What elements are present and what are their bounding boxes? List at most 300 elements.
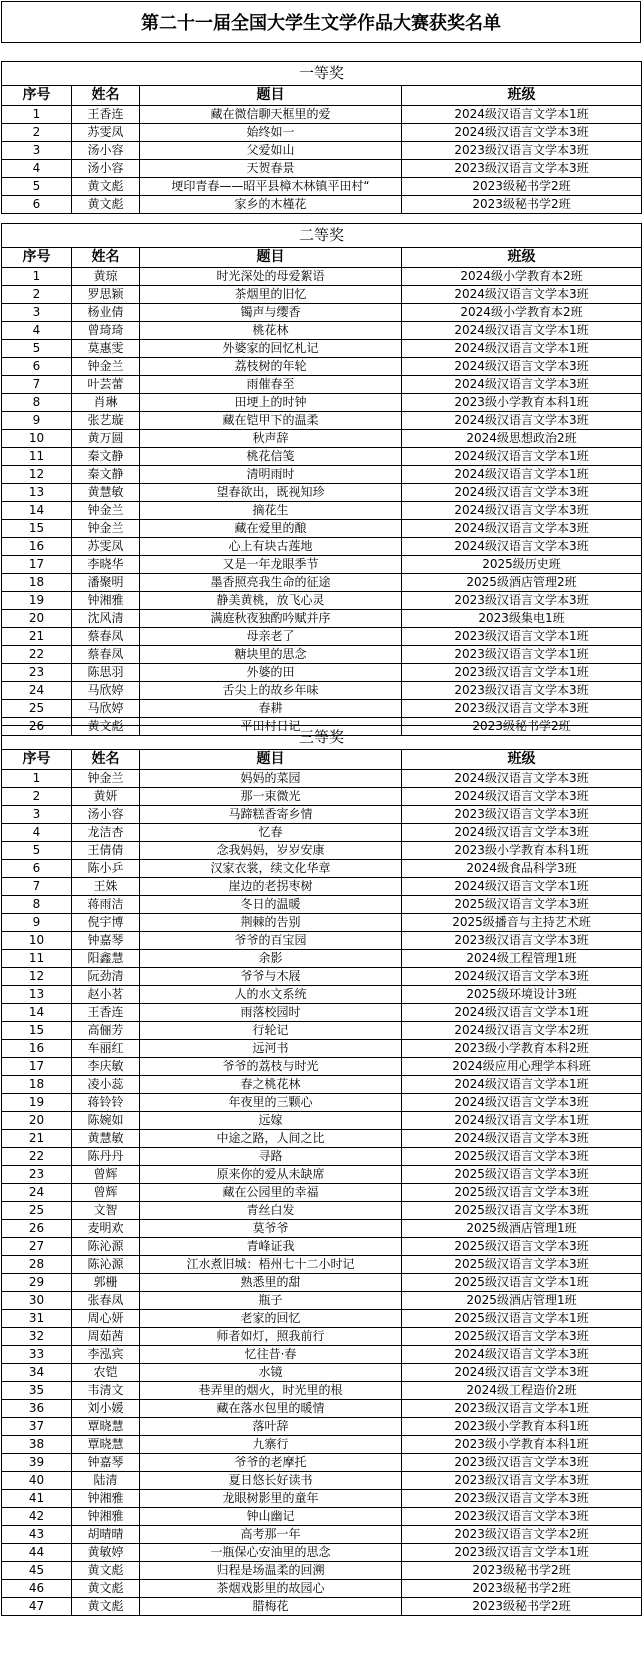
cell-topic: 心上有块古莲地 [140, 538, 402, 556]
table-row [2, 412, 642, 430]
table-row [2, 1364, 642, 1382]
cell-class: 2024级汉语言文学本3班 [402, 286, 642, 304]
cell-no: 40 [2, 1472, 72, 1490]
cell-name: 农铠 [72, 1364, 140, 1382]
section-title-row [2, 224, 642, 248]
cell-name: 黄慧敏 [72, 484, 140, 502]
cell-topic: 荆棘的告别 [140, 914, 402, 932]
cell-name: 曾琦琦 [72, 322, 140, 340]
cell-name: 潘聚明 [72, 574, 140, 592]
cell-topic: 莫爷爷 [140, 1220, 402, 1238]
table-row [2, 286, 642, 304]
cell-name: 周茹茜 [72, 1328, 140, 1346]
cell-no: 18 [2, 1076, 72, 1094]
cell-topic: 那一束微光 [140, 788, 402, 806]
cell-name: 钟湘雅 [72, 1508, 140, 1526]
section-title-row [2, 726, 642, 750]
cell-topic: 师者如灯，照我前行 [140, 1328, 402, 1346]
cell-class: 2024级小学教育本2班 [402, 268, 642, 286]
header-row [2, 750, 642, 770]
cell-name: 钟嘉琴 [72, 932, 140, 950]
cell-name: 李泓宾 [72, 1346, 140, 1364]
column-header-class: 班级 [402, 86, 642, 106]
cell-name: 赵小茗 [72, 986, 140, 1004]
table-row [2, 824, 642, 842]
cell-name: 王香连 [72, 1004, 140, 1022]
cell-class: 2024级汉语言文学本1班 [402, 106, 642, 124]
cell-class: 2025级汉语言文学本1班 [402, 1310, 642, 1328]
table-row [2, 1508, 642, 1526]
cell-class: 2024级小学教育本2班 [402, 304, 642, 322]
cell-class: 2023级汉语言文学本1班 [402, 1544, 642, 1562]
table-row [2, 1310, 642, 1328]
cell-name: 王倩倩 [72, 842, 140, 860]
cell-name: 钟湘雅 [72, 1490, 140, 1508]
cell-class: 2023级秘书学2班 [402, 196, 642, 214]
table-row [2, 340, 642, 358]
cell-class: 2023级汉语言文学本3班 [402, 592, 642, 610]
cell-no: 20 [2, 1112, 72, 1130]
cell-name: 曾辉 [72, 1166, 140, 1184]
cell-topic: 爷爷与木屐 [140, 968, 402, 986]
cell-class: 2025级汉语言文学本3班 [402, 1184, 642, 1202]
cell-no: 42 [2, 1508, 72, 1526]
cell-topic: 桃花信笺 [140, 448, 402, 466]
cell-topic: 母亲老了 [140, 628, 402, 646]
cell-name: 黄万圆 [72, 430, 140, 448]
cell-topic: 茶烟里的旧忆 [140, 286, 402, 304]
cell-name: 文智 [72, 1202, 140, 1220]
cell-no: 15 [2, 1022, 72, 1040]
table-row [2, 664, 642, 682]
cell-no: 24 [2, 1184, 72, 1202]
table-row [2, 1184, 642, 1202]
table-row [2, 1148, 642, 1166]
cell-name: 肖琳 [72, 394, 140, 412]
table-row [2, 878, 642, 896]
cell-class: 2023级汉语言文学本3班 [402, 806, 642, 824]
table-row [2, 1022, 642, 1040]
cell-topic: 马蹄糕香寄乡情 [140, 806, 402, 824]
cell-no: 31 [2, 1310, 72, 1328]
cell-topic: 墨香照亮我生命的征途 [140, 574, 402, 592]
cell-topic: 埂印青春——昭平县樟木林镇平田村“ [140, 178, 402, 196]
table-row [2, 538, 642, 556]
cell-class: 2025级汉语言文学本3班 [402, 1166, 642, 1184]
cell-topic: 荔枝树的年轮 [140, 358, 402, 376]
cell-name: 沈风清 [72, 610, 140, 628]
cell-no: 21 [2, 1130, 72, 1148]
cell-no: 12 [2, 466, 72, 484]
cell-name: 阳鑫慧 [72, 950, 140, 968]
column-header-name: 姓名 [72, 248, 140, 268]
cell-topic: 春之桃花林 [140, 1076, 402, 1094]
cell-no: 24 [2, 682, 72, 700]
cell-name: 高俪芳 [72, 1022, 140, 1040]
cell-class: 2023级秘书学2班 [402, 178, 642, 196]
cell-topic: 爷爷的百宝园 [140, 932, 402, 950]
cell-class: 2024级汉语言文学本1班 [402, 340, 642, 358]
cell-name: 张艺璇 [72, 412, 140, 430]
table-row [2, 178, 642, 196]
cell-class: 2023级集电1班 [402, 610, 642, 628]
cell-class: 2025级酒店管理1班 [402, 1220, 642, 1238]
cell-name: 钟金兰 [72, 770, 140, 788]
cell-no: 14 [2, 1004, 72, 1022]
cell-name: 刘小媛 [72, 1400, 140, 1418]
cell-no: 16 [2, 538, 72, 556]
cell-topic: 老家的回忆 [140, 1310, 402, 1328]
cell-topic: 夏日悠长好读书 [140, 1472, 402, 1490]
cell-name: 车丽红 [72, 1040, 140, 1058]
section-title-row [2, 62, 642, 86]
cell-name: 周心妍 [72, 1310, 140, 1328]
cell-name: 钟湘雅 [72, 592, 140, 610]
cell-topic: 忆往昔·春 [140, 1346, 402, 1364]
cell-topic: 外婆的田 [140, 664, 402, 682]
table-row [2, 1580, 642, 1598]
cell-name: 黄文彪 [72, 1580, 140, 1598]
cell-name: 黄文彪 [72, 1562, 140, 1580]
cell-class: 2025级汉语言文学本3班 [402, 1202, 642, 1220]
cell-no: 38 [2, 1436, 72, 1454]
cell-no: 20 [2, 610, 72, 628]
cell-topic: 藏在爱里的酿 [140, 520, 402, 538]
cell-topic: 瓶子 [140, 1292, 402, 1310]
cell-class: 2024级汉语言文学本3班 [402, 788, 642, 806]
cell-no: 25 [2, 1202, 72, 1220]
cell-topic: 家乡的木槿花 [140, 196, 402, 214]
cell-no: 22 [2, 1148, 72, 1166]
cell-no: 36 [2, 1400, 72, 1418]
cell-topic: 九寨行 [140, 1436, 402, 1454]
column-header-no: 序号 [2, 750, 72, 770]
cell-name: 黄敏婷 [72, 1544, 140, 1562]
cell-no: 4 [2, 824, 72, 842]
cell-no: 26 [2, 1220, 72, 1238]
cell-no: 28 [2, 1256, 72, 1274]
cell-name: 曾辉 [72, 1184, 140, 1202]
cell-name: 蔡春凤 [72, 628, 140, 646]
cell-no: 5 [2, 842, 72, 860]
cell-class: 2023级汉语言文学本1班 [402, 646, 642, 664]
column-header-topic: 题目 [140, 248, 402, 268]
table-row [2, 1058, 642, 1076]
cell-topic: 汉家衣裳，续文化华章 [140, 860, 402, 878]
cell-no: 11 [2, 448, 72, 466]
table-row [2, 142, 642, 160]
cell-class: 2024级汉语言文学本1班 [402, 322, 642, 340]
cell-class: 2024级汉语言文学本3班 [402, 520, 642, 538]
cell-topic: 钟山幽记 [140, 1508, 402, 1526]
cell-topic: 远嫁 [140, 1112, 402, 1130]
table-row [2, 1040, 642, 1058]
table-row [2, 358, 642, 376]
cell-no: 27 [2, 1238, 72, 1256]
cell-no: 41 [2, 1490, 72, 1508]
table-row [2, 1256, 642, 1274]
cell-topic: 妈妈的菜园 [140, 770, 402, 788]
cell-no: 9 [2, 412, 72, 430]
cell-no: 3 [2, 806, 72, 824]
cell-name: 陈小乒 [72, 860, 140, 878]
cell-no: 4 [2, 160, 72, 178]
cell-class: 2024级汉语言文学本3班 [402, 124, 642, 142]
table-row [2, 1112, 642, 1130]
cell-topic: 青丝白发 [140, 1202, 402, 1220]
cell-name: 秦文静 [72, 466, 140, 484]
cell-no: 32 [2, 1328, 72, 1346]
cell-topic: 摘花生 [140, 502, 402, 520]
cell-topic: 水镜 [140, 1364, 402, 1382]
cell-topic: 满庭秋夜独酌吟赋并序 [140, 610, 402, 628]
cell-topic: 藏在落水包里的暖情 [140, 1400, 402, 1418]
cell-topic: 人的水文系统 [140, 986, 402, 1004]
table-row [2, 628, 642, 646]
cell-class: 2023级小学教育本科1班 [402, 1436, 642, 1454]
cell-name: 陈沁源 [72, 1256, 140, 1274]
cell-name: 黄文彪 [72, 718, 140, 736]
table-row [2, 1130, 642, 1148]
cell-name: 黄文彪 [72, 1598, 140, 1616]
table-row [2, 322, 642, 340]
cell-topic: 田埂上的时钟 [140, 394, 402, 412]
cell-topic: 熟悉里的甜 [140, 1274, 402, 1292]
section-title: 一等奖 [2, 62, 642, 86]
cell-topic: 藏在铠甲下的温柔 [140, 412, 402, 430]
cell-no: 35 [2, 1382, 72, 1400]
cell-topic: 藏在公园里的幸福 [140, 1184, 402, 1202]
cell-no: 10 [2, 430, 72, 448]
table-row [2, 1490, 642, 1508]
cell-no: 6 [2, 860, 72, 878]
cell-name: 黄妍 [72, 788, 140, 806]
award-table-first [1, 61, 642, 214]
cell-class: 2025级汉语言文学本3班 [402, 1148, 642, 1166]
cell-class: 2024级工程造价2班 [402, 1382, 642, 1400]
cell-no: 26 [2, 718, 72, 736]
cell-topic: 高考那一年 [140, 1526, 402, 1544]
cell-class: 2025级播音与主持艺术班 [402, 914, 642, 932]
cell-topic: 寻路 [140, 1148, 402, 1166]
cell-name: 秦文静 [72, 448, 140, 466]
cell-no: 43 [2, 1526, 72, 1544]
cell-class: 2024级汉语言文学本3班 [402, 1364, 642, 1382]
cell-topic: 糖块里的思念 [140, 646, 402, 664]
cell-no: 8 [2, 896, 72, 914]
cell-no: 37 [2, 1418, 72, 1436]
cell-class: 2024级汉语言文学本3班 [402, 1346, 642, 1364]
cell-class: 2023级秘书学2班 [402, 718, 642, 736]
cell-topic: 忆春 [140, 824, 402, 842]
cell-name: 王香连 [72, 106, 140, 124]
cell-no: 3 [2, 304, 72, 322]
cell-name: 王姝 [72, 878, 140, 896]
cell-topic: 落叶辞 [140, 1418, 402, 1436]
cell-topic: 中途之路，人间之比 [140, 1130, 402, 1148]
cell-name: 汤小容 [72, 160, 140, 178]
cell-name: 蒋雨洁 [72, 896, 140, 914]
cell-class: 2023级汉语言文学本3班 [402, 932, 642, 950]
table-row [2, 968, 642, 986]
table-row [2, 1166, 642, 1184]
cell-no: 10 [2, 932, 72, 950]
cell-no: 13 [2, 986, 72, 1004]
cell-name: 马欣婷 [72, 700, 140, 718]
cell-class: 2025级酒店管理2班 [402, 574, 642, 592]
award-table-second [1, 223, 642, 736]
cell-no: 46 [2, 1580, 72, 1598]
cell-name: 蒋铃铃 [72, 1094, 140, 1112]
cell-no: 18 [2, 574, 72, 592]
cell-name: 黄慧敏 [72, 1130, 140, 1148]
cell-topic: 天贺春景 [140, 160, 402, 178]
cell-topic: 冬日的温暖 [140, 896, 402, 914]
cell-no: 21 [2, 628, 72, 646]
column-header-no: 序号 [2, 86, 72, 106]
cell-no: 8 [2, 394, 72, 412]
cell-name: 覃晓慧 [72, 1436, 140, 1454]
cell-no: 17 [2, 1058, 72, 1076]
table-row [2, 842, 642, 860]
table-row [2, 124, 642, 142]
cell-no: 23 [2, 1166, 72, 1184]
cell-class: 2025级汉语言文学本1班 [402, 1274, 642, 1292]
table-row [2, 484, 642, 502]
cell-topic: 巷弄里的烟火，时光里的根 [140, 1382, 402, 1400]
cell-name: 龙洁杏 [72, 824, 140, 842]
cell-no: 1 [2, 106, 72, 124]
cell-topic: 青峰证我 [140, 1238, 402, 1256]
cell-class: 2024级汉语言文学本3班 [402, 538, 642, 556]
cell-name: 陈思羽 [72, 664, 140, 682]
cell-class: 2024级汉语言文学本1班 [402, 466, 642, 484]
cell-topic: 外婆家的回忆札记 [140, 340, 402, 358]
cell-no: 6 [2, 358, 72, 376]
table-row [2, 160, 642, 178]
cell-class: 2023级汉语言文学本3班 [402, 1490, 642, 1508]
table-row [2, 1400, 642, 1418]
cell-class: 2023级汉语言文学本3班 [402, 142, 642, 160]
table-row [2, 682, 642, 700]
cell-class: 2023级小学教育本科1班 [402, 1418, 642, 1436]
cell-topic: 始终如一 [140, 124, 402, 142]
cell-class: 2024级汉语言文学本3班 [402, 412, 642, 430]
cell-class: 2023级汉语言文学本3班 [402, 1472, 642, 1490]
table-row [2, 1076, 642, 1094]
cell-class: 2023级汉语言文学本3班 [402, 160, 642, 178]
cell-class: 2023级小学教育本科2班 [402, 1040, 642, 1058]
cell-class: 2024级汉语言文学本2班 [402, 1022, 642, 1040]
cell-class: 2024级食品科学3班 [402, 860, 642, 878]
column-header-name: 姓名 [72, 86, 140, 106]
cell-name: 钟嘉琴 [72, 1454, 140, 1472]
table-row [2, 646, 642, 664]
cell-class: 2023级汉语言文学本3班 [402, 700, 642, 718]
table-row [2, 896, 642, 914]
cell-class: 2023级小学教育本科1班 [402, 394, 642, 412]
cell-class: 2024级汉语言文学本1班 [402, 1004, 642, 1022]
cell-name: 陆清 [72, 1472, 140, 1490]
table-row [2, 1454, 642, 1472]
table-row [2, 592, 642, 610]
cell-class: 2023级汉语言文学本3班 [402, 1508, 642, 1526]
cell-class: 2025级历史班 [402, 556, 642, 574]
table-row [2, 196, 642, 214]
cell-no: 14 [2, 502, 72, 520]
cell-name: 马欣婷 [72, 682, 140, 700]
table-row [2, 1346, 642, 1364]
table-row [2, 1292, 642, 1310]
cell-topic: 桃花林 [140, 322, 402, 340]
cell-class: 2024级汉语言文学本3班 [402, 1130, 642, 1148]
table-row [2, 1328, 642, 1346]
cell-no: 11 [2, 950, 72, 968]
cell-name: 阮劲清 [72, 968, 140, 986]
table-row [2, 950, 642, 968]
cell-no: 17 [2, 556, 72, 574]
table-row [2, 502, 642, 520]
cell-no: 29 [2, 1274, 72, 1292]
section-title: 三等奖 [2, 726, 642, 750]
table-row [2, 1094, 642, 1112]
cell-class: 2024级汉语言文学本1班 [402, 448, 642, 466]
cell-class: 2023级汉语言文学本3班 [402, 682, 642, 700]
table-row [2, 466, 642, 484]
table-row [2, 1220, 642, 1238]
table-row [2, 986, 642, 1004]
cell-name: 陈沁源 [72, 1238, 140, 1256]
table-row [2, 1238, 642, 1256]
cell-name: 麦明欢 [72, 1220, 140, 1238]
cell-class: 2024级汉语言文学本3班 [402, 1094, 642, 1112]
cell-name: 汤小容 [72, 806, 140, 824]
cell-name: 凌小蕊 [72, 1076, 140, 1094]
table-row [2, 932, 642, 950]
cell-topic: 崖边的老拐枣树 [140, 878, 402, 896]
cell-topic: 秋声辞 [140, 430, 402, 448]
cell-no: 4 [2, 322, 72, 340]
cell-topic: 爷爷的荔枝与时光 [140, 1058, 402, 1076]
cell-topic: 望春欲出，既视知珍 [140, 484, 402, 502]
cell-class: 2024级思想政治2班 [402, 430, 642, 448]
cell-no: 2 [2, 124, 72, 142]
cell-name: 李晓华 [72, 556, 140, 574]
cell-topic: 腊梅花 [140, 1598, 402, 1616]
cell-class: 2024级汉语言文学本3班 [402, 968, 642, 986]
award-table-third [1, 725, 642, 1616]
cell-no: 16 [2, 1040, 72, 1058]
cell-no: 44 [2, 1544, 72, 1562]
table-row [2, 914, 642, 932]
cell-class: 2024级汉语言文学本3班 [402, 484, 642, 502]
cell-topic: 归程是场温柔的回溯 [140, 1562, 402, 1580]
cell-name: 苏雯凤 [72, 124, 140, 142]
cell-class: 2023级小学教育本科1班 [402, 842, 642, 860]
cell-no: 9 [2, 914, 72, 932]
table-row [2, 106, 642, 124]
cell-topic: 镯声与缨香 [140, 304, 402, 322]
cell-topic: 江水煮旧城：梧州七十二小时记 [140, 1256, 402, 1274]
cell-class: 2024级汉语言文学本3班 [402, 824, 642, 842]
cell-class: 2023级汉语言文学本1班 [402, 628, 642, 646]
cell-no: 5 [2, 340, 72, 358]
cell-topic: 雨催春至 [140, 376, 402, 394]
cell-no: 23 [2, 664, 72, 682]
cell-name: 胡晴晴 [72, 1526, 140, 1544]
table-row [2, 610, 642, 628]
cell-name: 陈丹丹 [72, 1148, 140, 1166]
